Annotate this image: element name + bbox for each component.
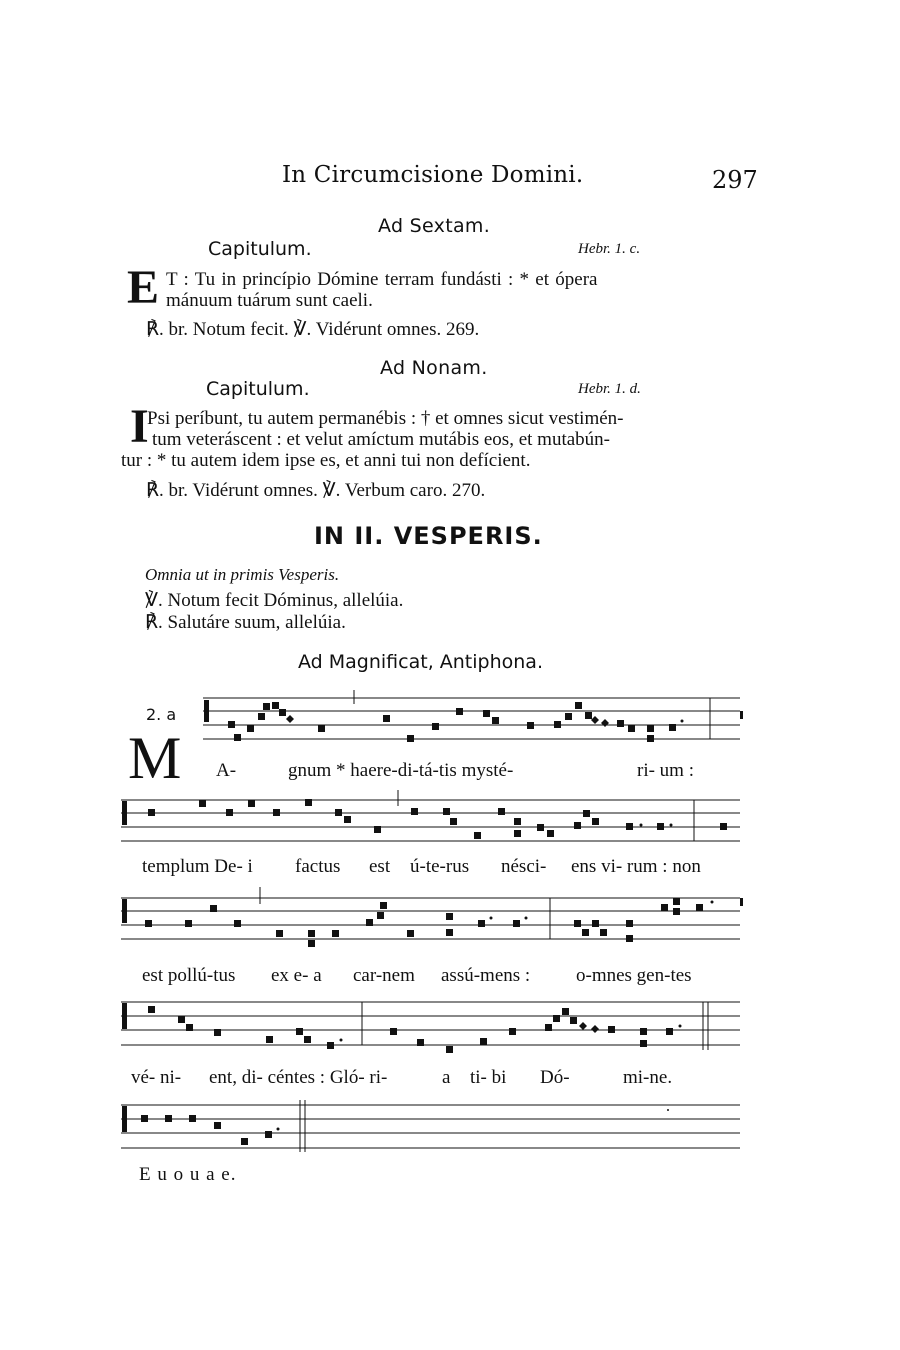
lyric-syllable: factus: [295, 856, 341, 877]
lyric-syllable: est pollú-tus: [142, 965, 236, 986]
capitulum-text-line: tum veteráscent : et velut amíctum mutábis eos, et mutabún-: [152, 429, 610, 450]
page-number: 297: [712, 166, 758, 194]
drop-initial-m: M: [128, 725, 182, 791]
lyric-syllable: ri- um :: [637, 760, 694, 781]
drop-initial-i: I: [130, 400, 149, 453]
staff-4: [121, 1002, 740, 1050]
lyric-syllable: a: [442, 1067, 451, 1088]
lyric-syllable: est: [369, 856, 391, 877]
capitulum-text-line: tur : * tu autem idem ipse es, et anni tui non defícient.: [121, 450, 531, 471]
capitulum-label-nona: Capitulum.: [206, 378, 310, 400]
drop-initial-e: E: [127, 261, 160, 314]
section-heading-sexta: Ad Sextam.: [378, 215, 491, 237]
lyric-syllable: A-: [216, 760, 237, 781]
responsory-line: ℟. br. Vidérunt omnes. ℣. Verbum caro. 270.: [146, 480, 486, 501]
antiphon-heading: Ad Magnificat, Antiphona.: [298, 651, 543, 673]
responsory-line: ℟. br. Notum fecit. ℣. Vidérunt omnes. 269.: [146, 319, 480, 340]
lyric-syllable: ex e- a: [271, 965, 322, 986]
capitulum-text-line: Psi períbunt, tu autem permanébis : † et omnes sicut vestimén-: [147, 408, 624, 429]
lyric-syllable: assú-mens :: [441, 965, 531, 986]
section-heading-nona: Ad Nonam.: [380, 357, 488, 379]
running-title: In Circumcisione Domini.: [282, 162, 584, 188]
euouae-line: E u o u a e.: [139, 1164, 237, 1185]
staff-5: [121, 1100, 740, 1152]
lyric-syllable: ti- bi: [470, 1067, 507, 1088]
scripture-reference-sexta: Hebr. 1. c.: [578, 241, 641, 257]
capitulum-text-line: T : Tu in princípio Dómine terram fundásti : * et ópera: [166, 269, 598, 290]
staff-3: [121, 887, 740, 939]
lyric-syllable: vé- ni-: [131, 1067, 182, 1088]
lyric-syllable: nésci-: [501, 856, 547, 877]
versicle-line: ℣. Notum fecit Dóminus, allelúia.: [145, 590, 404, 611]
lyric-syllable: ú-te-rus: [410, 856, 470, 877]
lyric-syllable: gnum * haere-di-tá-tis mysté-: [288, 760, 514, 781]
office-heading: IN II. VESPERIS.: [314, 522, 543, 550]
capitulum-label-sexta: Capitulum.: [208, 238, 312, 260]
scripture-reference-nona: Hebr. 1. d.: [578, 381, 641, 397]
capitulum-text-line: mánuum tuárum sunt caeli.: [166, 290, 373, 311]
lyric-syllable: ens vi- rum : non: [571, 856, 701, 877]
lyric-syllable: mi-ne.: [623, 1067, 673, 1088]
lyric-syllable: o-mnes gen-tes: [576, 965, 692, 986]
lyric-syllable: templum De- i: [142, 856, 253, 877]
response-line: ℟. Salutáre suum, allelúia.: [145, 612, 346, 633]
lyric-syllable: ent, di- céntes : Gló- ri-: [209, 1067, 388, 1088]
mode-indicator: 2. a: [146, 705, 177, 724]
lyric-syllable: car-nem: [353, 965, 415, 986]
rubric-note: Omnia ut in primis Vesperis.: [145, 565, 340, 584]
lyric-syllable: Dó-: [540, 1067, 570, 1088]
staff-2: [121, 790, 740, 841]
